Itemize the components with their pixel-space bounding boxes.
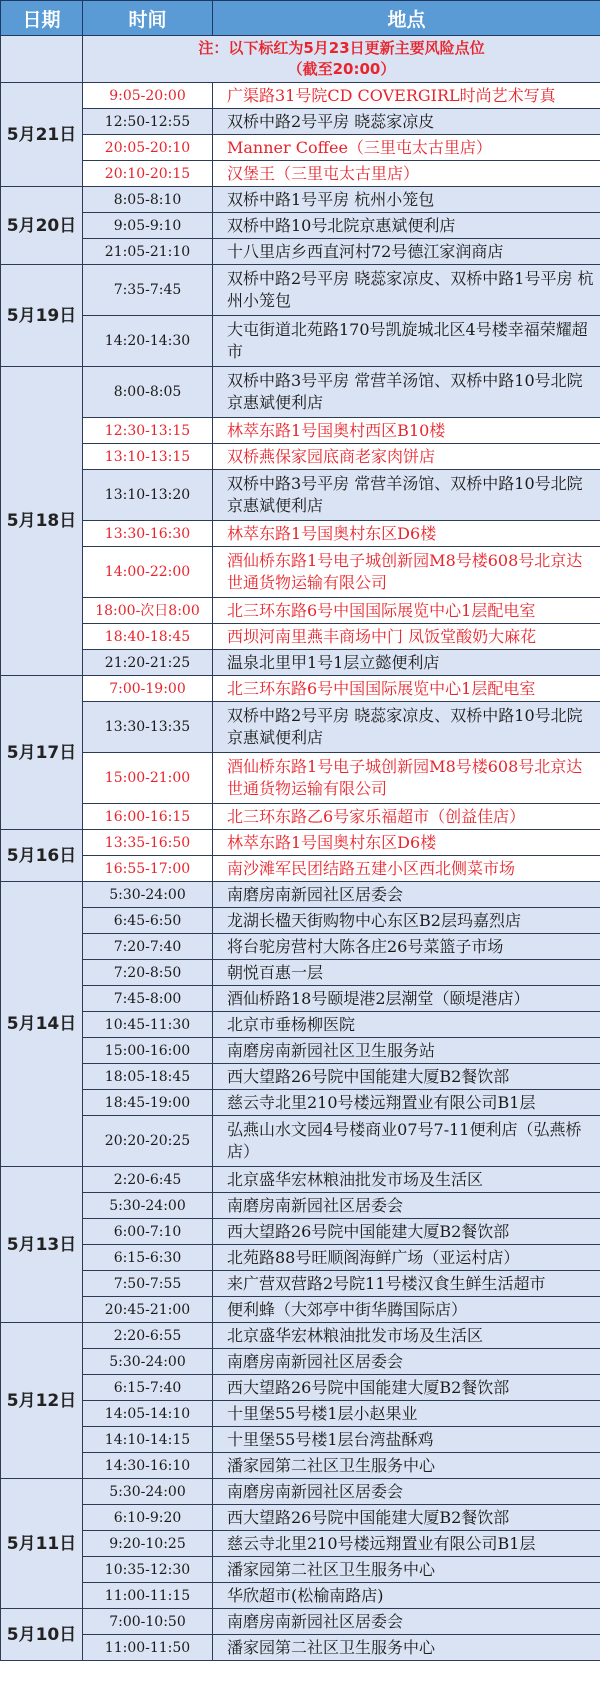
time-cell: 14:00-22:00 [83,547,213,598]
time-cell: 13:10-13:15 [83,444,213,470]
table-row [1,367,600,418]
place-cell: 南磨房南新园社区居委会 [213,1479,600,1505]
table-row [1,547,600,598]
header-place: 地点 [213,1,600,36]
table-row [1,213,600,239]
date-cell: 5月12日 [1,1323,83,1479]
time-cell: 6:00-7:10 [83,1219,213,1245]
time-cell: 9:05-9:10 [83,213,213,239]
place-cell: 西大望路26号院中国能建大厦B2餐饮部 [213,1505,600,1531]
time-cell: 14:30-16:10 [83,1453,213,1479]
time-cell: 18:00-次日8:00 [83,598,213,624]
place-cell: 酒仙桥东路1号电子城创新园M8号楼608号北京达世通货物运输有限公司 [213,753,600,804]
place-cell: 南磨房南新园社区居委会 [213,1193,600,1219]
table-row [1,856,600,882]
time-cell: 18:05-18:45 [83,1064,213,1090]
time-cell: 14:05-14:10 [83,1401,213,1427]
table-row [1,1193,600,1219]
time-cell: 15:00-21:00 [83,753,213,804]
place-cell: 将台驼房营村大陈各庄26号菜篮子市场 [213,934,600,960]
place-cell: 林萃东路1号国奥村东区D6楼 [213,521,600,547]
table-row [1,265,600,316]
place-cell: 双桥燕保家园底商老家肉饼店 [213,444,600,470]
place-cell: 双桥中路10号北院京惠斌便利店 [213,213,600,239]
time-cell: 8:05-8:10 [83,187,213,213]
table-row [1,1635,600,1661]
time-cell: 8:00-8:05 [83,367,213,418]
table-row [1,1297,600,1323]
table-row [1,109,600,135]
table-row [1,239,600,265]
time-cell: 13:30-16:30 [83,521,213,547]
time-cell: 21:05-21:10 [83,239,213,265]
place-cell: 西坝河南里燕丰商场中门 凤饭堂酸奶大麻花 [213,624,600,650]
table-row [1,624,600,650]
table-row [1,444,600,470]
table-row [1,1323,600,1349]
place-cell: 北三环东路乙6号家乐福超市（创益佳店） [213,804,600,830]
place-cell: 西大望路26号院中国能建大厦B2餐饮部 [213,1219,600,1245]
place-cell: Manner Coffee（三里屯太古里店） [213,135,600,161]
place-cell: 西大望路26号院中国能建大厦B2餐饮部 [213,1375,600,1401]
time-cell: 11:00-11:15 [83,1583,213,1609]
table-row [1,676,600,702]
date-cell: 5月10日 [1,1609,83,1661]
time-cell: 7:00-19:00 [83,676,213,702]
time-cell: 12:30-13:15 [83,418,213,444]
table-row [1,1038,600,1064]
table-row [1,804,600,830]
time-cell: 10:45-11:30 [83,1012,213,1038]
time-cell: 5:30-24:00 [83,1479,213,1505]
table-row [1,1609,600,1635]
place-cell: 南磨房南新园社区卫生服务站 [213,1038,600,1064]
date-cell: 5月19日 [1,265,83,367]
table-row [1,83,600,109]
place-cell: 北京盛华宏林粮油批发市场及生活区 [213,1167,600,1193]
place-cell: 北京市垂杨柳医院 [213,1012,600,1038]
table-row [1,1012,600,1038]
time-cell: 6:45-6:50 [83,908,213,934]
place-cell: 龙湖长楹天街购物中心东区B2层玛嘉烈店 [213,908,600,934]
time-cell: 13:30-13:35 [83,702,213,753]
place-cell: 酒仙桥路18号颐堤港2层潮堂（颐堤港店） [213,986,600,1012]
table-row [1,418,600,444]
place-cell: 慈云寺北里210号楼远翔置业有限公司B1层 [213,1531,600,1557]
table-row [1,521,600,547]
table-row [1,702,600,753]
place-cell: 十八里店乡西直河村72号德江家润商店 [213,239,600,265]
table-row [1,1219,600,1245]
place-cell: 林萃东路1号国奥村西区B10楼 [213,418,600,444]
place-cell: 十里堡55号楼1层台湾盐酥鸡 [213,1427,600,1453]
place-cell: 华欣超市(松榆南路店) [213,1583,600,1609]
place-cell: 潘家园第二社区卫生服务中心 [213,1453,600,1479]
table-row [1,598,600,624]
time-cell: 6:15-6:30 [83,1245,213,1271]
table-row [1,1167,600,1193]
time-cell: 5:30-24:00 [83,882,213,908]
place-cell: 北京盛华宏林粮油批发市场及生活区 [213,1323,600,1349]
date-cell: 5月16日 [1,830,83,882]
place-cell: 大屯街道北苑路170号凯旋城北区4号楼幸福荣耀超市 [213,316,600,367]
time-cell: 20:20-20:25 [83,1116,213,1167]
update-note-line1: 注：以下标红为5月23日更新主要风险点位 [198,39,485,57]
time-cell: 13:35-16:50 [83,830,213,856]
table-row [1,1349,600,1375]
place-cell: 双桥中路2号平房 晓蕊家凉皮 [213,109,600,135]
place-cell: 酒仙桥东路1号电子城创新园M8号楼608号北京达世通货物运输有限公司 [213,547,600,598]
time-cell: 9:20-10:25 [83,1531,213,1557]
time-cell: 9:05-20:00 [83,83,213,109]
time-cell: 7:20-8:50 [83,960,213,986]
table-row [1,1271,600,1297]
place-cell: 西大望路26号院中国能建大厦B2餐饮部 [213,1064,600,1090]
table-row [1,187,600,213]
table-row [1,316,600,367]
date-cell: 5月17日 [1,676,83,830]
place-cell: 双桥中路2号平房 晓蕊家凉皮、双桥中路10号北院京惠斌便利店 [213,702,600,753]
place-cell: 便利蜂（大郊亭中街华腾国际店） [213,1297,600,1323]
table-row [1,986,600,1012]
table-row [1,135,600,161]
table-row [1,753,600,804]
table-row [1,1064,600,1090]
table-row [1,1090,600,1116]
table-row [1,1479,600,1505]
time-cell: 15:00-16:00 [83,1038,213,1064]
place-cell: 南沙滩军民团结路五建小区西北侧菜市场 [213,856,600,882]
time-cell: 11:00-11:50 [83,1635,213,1661]
time-cell: 13:10-13:20 [83,470,213,521]
date-cell: 5月13日 [1,1167,83,1323]
table-row [1,1531,600,1557]
place-cell: 广渠路31号院CD COVERGIRL时尚艺术写真 [213,83,600,109]
place-cell: 弘燕山水文园4号楼商业07号7-11便利店（弘燕桥店） [213,1116,600,1167]
place-cell: 北三环东路6号中国国际展览中心1层配电室 [213,676,600,702]
place-cell: 十里堡55号楼1层小赵果业 [213,1401,600,1427]
time-cell: 21:20-21:25 [83,650,213,676]
place-cell: 来广营双营路2号院11号楼汉食生鲜生活超市 [213,1271,600,1297]
place-cell: 双桥中路1号平房 杭州小笼包 [213,187,600,213]
date-cell: 5月18日 [1,367,83,676]
time-cell: 14:20-14:30 [83,316,213,367]
date-cell: 5月20日 [1,187,83,265]
time-cell: 20:45-21:00 [83,1297,213,1323]
place-cell: 慈云寺北里210号楼远翔置业有限公司B1层 [213,1090,600,1116]
table-row [1,882,600,908]
place-cell: 温泉北里甲1号1层立懿便利店 [213,650,600,676]
note-row [1,36,600,83]
place-cell: 潘家园第二社区卫生服务中心 [213,1635,600,1661]
time-cell: 20:05-20:10 [83,135,213,161]
table-row [1,161,600,187]
place-cell: 朝悦百惠一层 [213,960,600,986]
time-cell: 16:55-17:00 [83,856,213,882]
place-cell: 北苑路88号旺顺阁海鲜广场（亚运村店） [213,1245,600,1271]
place-cell: 双桥中路2号平房 晓蕊家凉皮、双桥中路1号平房 杭州小笼包 [213,265,600,316]
place-cell: 汉堡王（三里屯太古里店） [213,161,600,187]
table-row [1,960,600,986]
table-row [1,1245,600,1271]
date-cell: 5月21日 [1,83,83,187]
time-cell: 7:00-10:50 [83,1609,213,1635]
time-cell: 2:20-6:55 [83,1323,213,1349]
table-row [1,1453,600,1479]
time-cell: 10:35-12:30 [83,1557,213,1583]
table-row [1,1427,600,1453]
table-row [1,934,600,960]
table-row [1,1583,600,1609]
place-cell: 南磨房南新园社区居委会 [213,1349,600,1375]
table-row [1,830,600,856]
place-cell: 双桥中路3号平房 常营羊汤馆、双桥中路10号北院京惠斌便利店 [213,367,600,418]
place-cell: 双桥中路3号平房 常营羊汤馆、双桥中路10号北院京惠斌便利店 [213,470,600,521]
place-cell: 潘家园第二社区卫生服务中心 [213,1557,600,1583]
date-cell: 5月14日 [1,882,83,1167]
time-cell: 20:10-20:15 [83,161,213,187]
header-time: 时间 [83,1,213,36]
time-cell: 18:40-18:45 [83,624,213,650]
time-cell: 12:50-12:55 [83,109,213,135]
table-row [1,1557,600,1583]
place-cell: 林萃东路1号国奥村东区D6楼 [213,830,600,856]
time-cell: 16:00-16:15 [83,804,213,830]
time-cell: 7:20-7:40 [83,934,213,960]
date-cell: 5月11日 [1,1479,83,1609]
table-row [1,1375,600,1401]
time-cell: 5:30-24:00 [83,1349,213,1375]
table-row [1,650,600,676]
place-cell: 北三环东路6号中国国际展览中心1层配电室 [213,598,600,624]
update-note [83,36,600,83]
table-row [1,1401,600,1427]
time-cell: 18:45-19:00 [83,1090,213,1116]
time-cell: 6:10-9:20 [83,1505,213,1531]
note-spacer [1,36,83,83]
header-row [1,1,600,36]
time-cell: 7:35-7:45 [83,265,213,316]
table-row [1,470,600,521]
table-row [1,1116,600,1167]
place-cell: 南磨房南新园社区居委会 [213,1609,600,1635]
table-body [1,36,600,1661]
header-date: 日期 [1,1,83,36]
time-cell: 5:30-24:00 [83,1193,213,1219]
update-note-line2: （截至20:00） [287,60,396,78]
place-cell: 南磨房南新园社区居委会 [213,882,600,908]
time-cell: 7:45-8:00 [83,986,213,1012]
time-cell: 6:15-7:40 [83,1375,213,1401]
time-cell: 2:20-6:45 [83,1167,213,1193]
table-row [1,908,600,934]
time-cell: 14:10-14:15 [83,1427,213,1453]
time-cell: 7:50-7:55 [83,1271,213,1297]
table-row [1,1505,600,1531]
